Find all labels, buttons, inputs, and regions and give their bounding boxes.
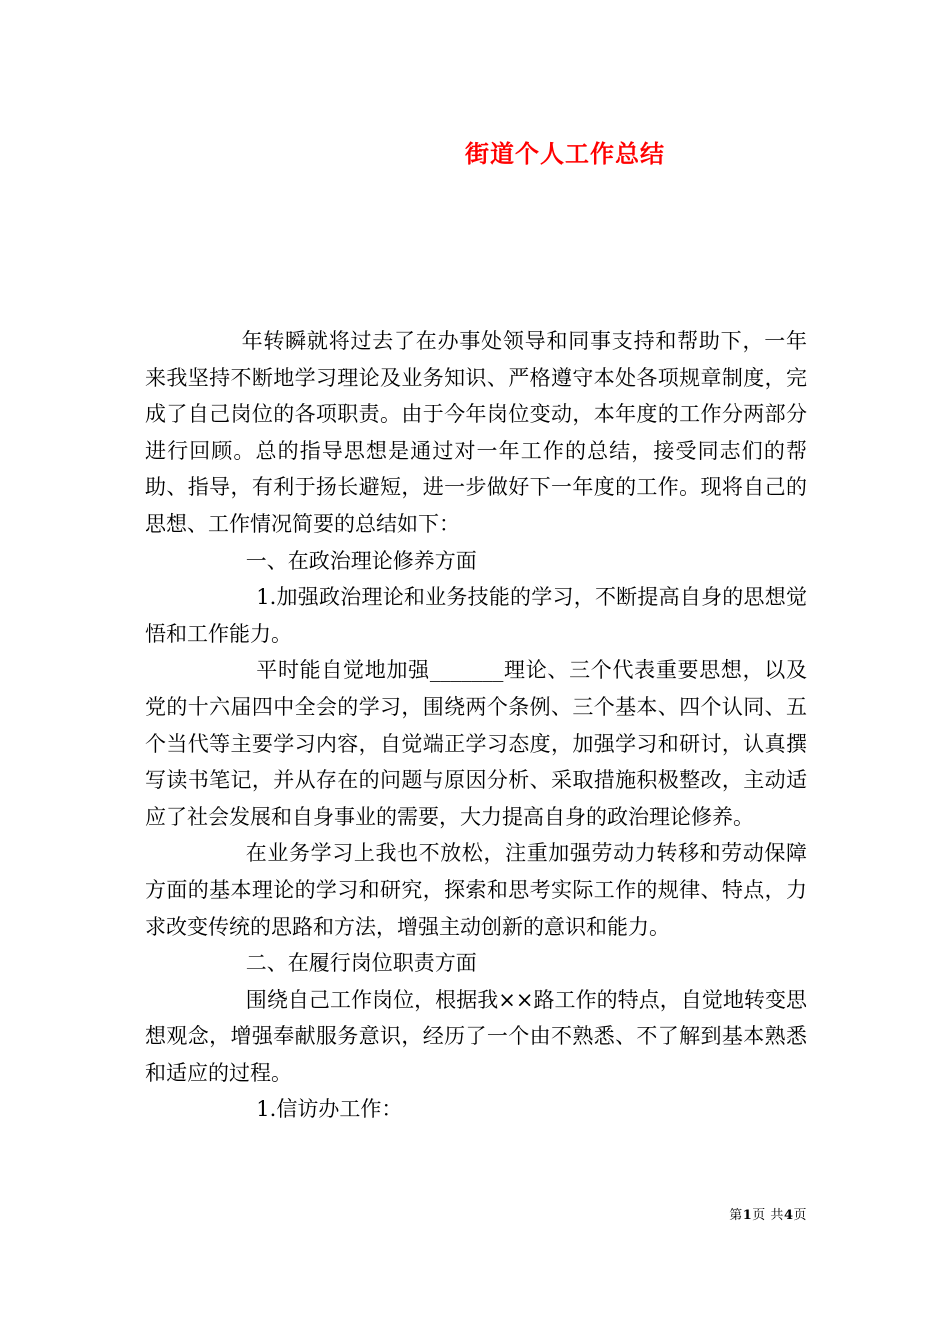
study-paragraph: 平时能自觉地加强_______理论、三个代表重要思想，以及党的十六届四中全会的学习，围绕两个条例、三个基本、四个认同、五个当代等主要学习内容，自觉端正学习态度，加强学习和研讨，认真撰写读书笔记，并从存在的问题与原因分析、采取措施积极整改，主动适应了社会发展和自身事业的需要，大力提高自身的政治理论修养。: [145, 658, 807, 829]
footer-middle: 页 共: [752, 1208, 784, 1223]
business-study-paragraph: 在业务学习上我也不放松，注重加强劳动力转移和劳动保障方面的基本理论的学习和研究，探索和思考实际工作的规律、特点，力求改变传统的思路和方法，增强主动创新的意识和能力。: [145, 841, 807, 939]
footer-prefix: 第: [729, 1208, 743, 1223]
section-heading-duties: 二、在履行岗位职责方面: [245, 951, 477, 976]
intro-paragraph: 年转瞬就将过去了在办事处领导和同事支持和帮助下，一年来我坚持不断地学习理论及业务知识、严格遵守本处各项规章制度，完成了自己岗位的各项职责。由于今年岗位变动，本年度的工作分两部分进行回顾。总的指导思想是通过对一年工作的总结，接受同志们的帮助、指导，有利于扬长避短，进一步做好下一年度的工作。现将自己的思想、工作情况简要的总结如下：: [145, 329, 807, 536]
document-body: [145, 323, 807, 1128]
footer-suffix: 页: [793, 1208, 807, 1223]
footer-current-page: 1: [742, 1208, 753, 1223]
item-heading-study: 1.加强政治理论和业务技能的学习，不断提高自身的思想觉悟和工作能力。: [145, 585, 807, 646]
footer-total-pages: 4: [783, 1208, 794, 1223]
page-footer: [729, 1204, 807, 1223]
document-title: 街道个人工作总结: [465, 139, 665, 168]
section-heading-political: 一、在政治理论修养方面: [245, 548, 477, 573]
duties-paragraph: 围绕自己工作岗位，根据我××路工作的特点，自觉地转变思想观念，增强奉献服务意识，经历了一个由不熟悉、不了解到基本熟悉和适应的过程。: [145, 987, 807, 1085]
item-heading-petition: 1.信访办工作：: [256, 1097, 403, 1122]
